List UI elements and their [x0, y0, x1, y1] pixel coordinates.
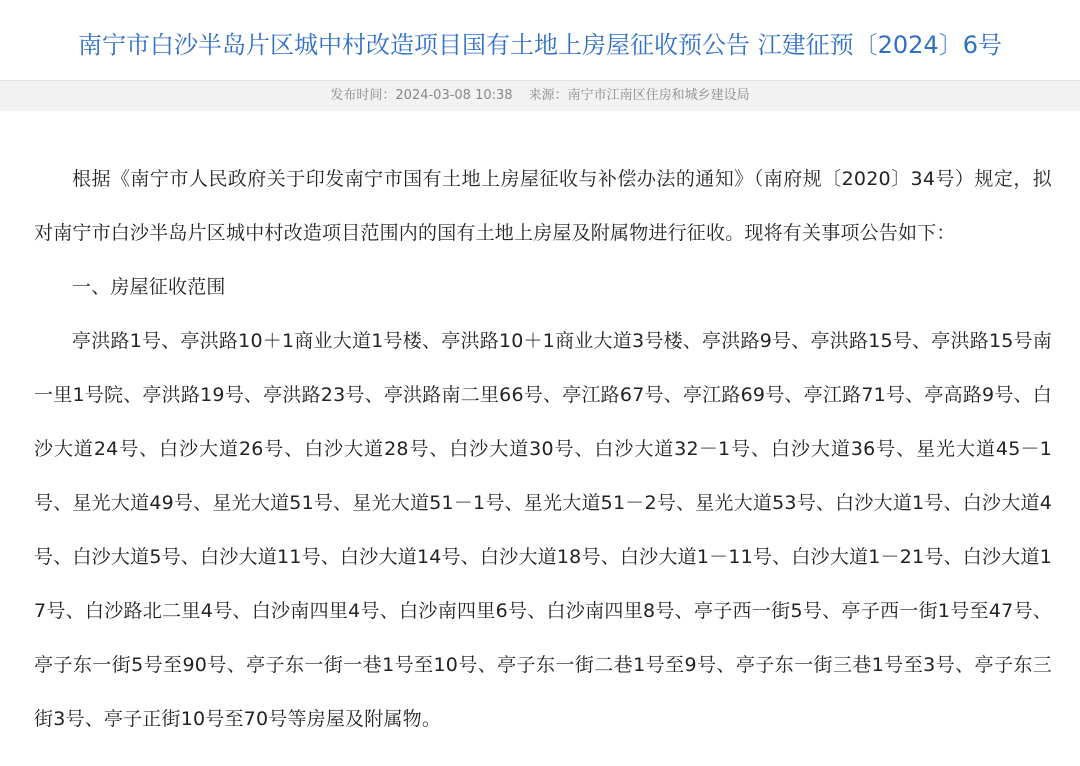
publish-time-label: 发布时间：	[330, 88, 396, 103]
source-label: 来源：	[528, 88, 568, 103]
section-heading-scope: 一、房屋征收范围	[72, 276, 226, 298]
intro-paragraph: 根据《南宁市人民政府关于印发南宁市国有土地上房屋征收与补偿办法的通知》（南府规〔2020〕34号）规定，拟对南宁市白沙半岛片区城中村改造项目范围内的国有土地上房屋及附属物进行征收。现将有关事项公告如下：	[34, 168, 1052, 244]
article-meta-bar	[0, 80, 1080, 111]
scope-paragraph: 亭洪路1号、亭洪路10＋1商业大道1号楼、亭洪路10＋1商业大道3号楼、亭洪路9号、亭洪路15号、亭洪路15号南一里1号院、亭洪路19号、亭洪路23号、亭洪路南二里66号、亭江路67号、亭江路69号、亭江路71号、亭高路9号、白沙大道24号、白沙大道26号、白沙大道28号、白沙大道30号、白沙大道32－1号、白沙大道36号、星光大道45－1号、星光大道49号、星光大道51号、星光大道51－1号、星光大道51－2号、星光大道53号、白沙大道1号、白沙大道4号、白沙大道5号、白沙大道11号、白沙大道14号、白沙大道18号、白沙大道1－11号、白沙大道1－21号、白沙大道17号、白沙路北二里4号、白沙南四里4号、白沙南四里6号、白沙南四里8号、亭子西一街5号、亭子西一街1号至47号、亭子东一街5号至90号、亭子东一街一巷1号至10号、亭子东一街二巷1号至9号、亭子东一街三巷1号至3号、亭子东三街3号、亭子正街10号至70号等房屋及附属物。	[34, 330, 1052, 730]
article-body	[34, 152, 1052, 746]
publish-time-value: 2024-03-08 10:38	[395, 88, 513, 103]
article-title: 南宁市白沙半岛片区城中村改造项目国有土地上房屋征收预公告 江建征预〔2024〕6号	[78, 31, 1002, 59]
source-value: 南宁市江南区住房和城乡建设局	[567, 88, 750, 103]
